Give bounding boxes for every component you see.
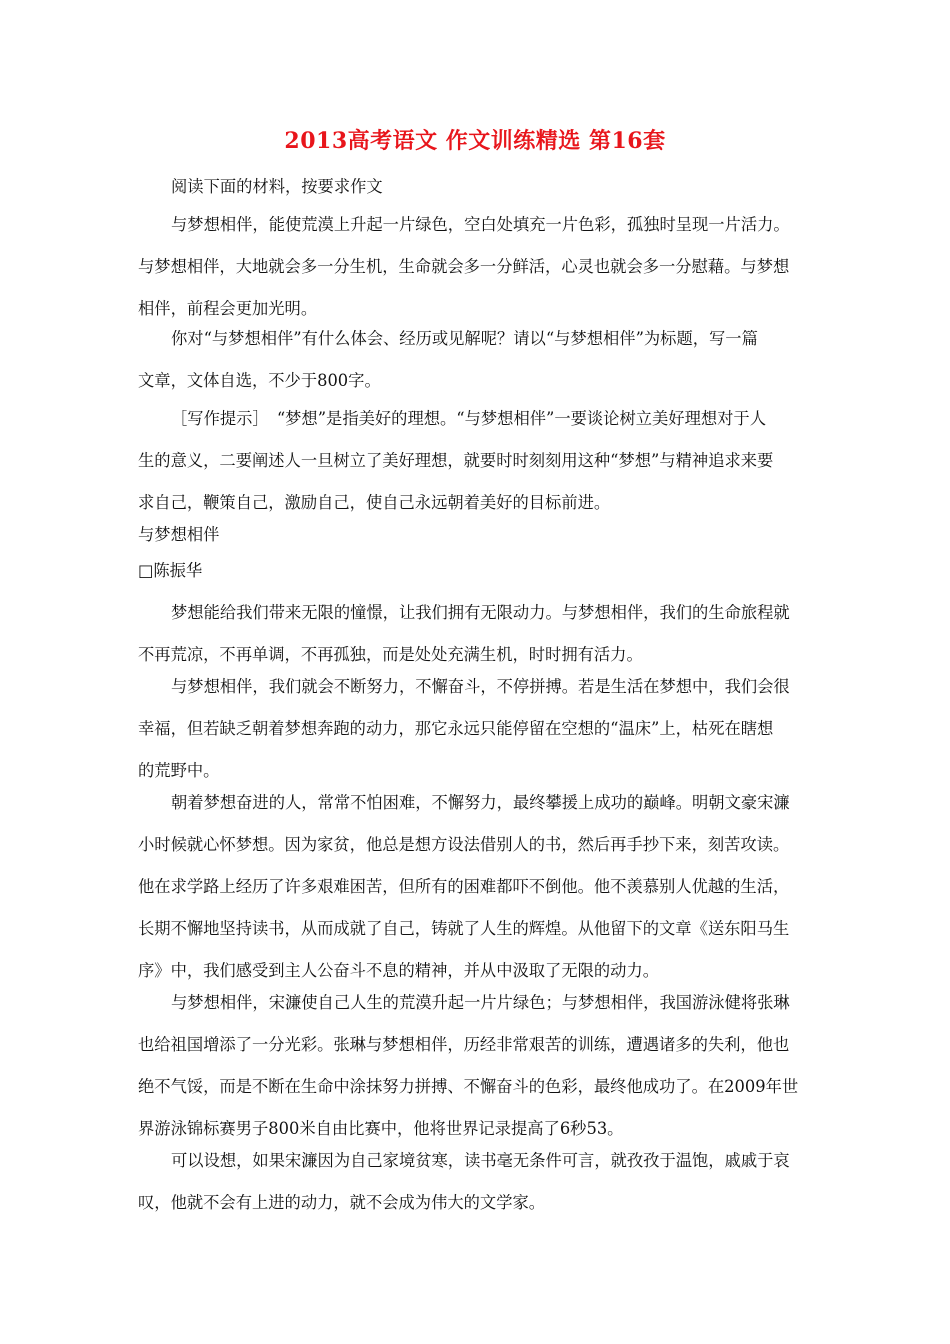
text-line: 与梦想相伴，我们就会不断努力，不懈奋斗，不停拼搏。若是生活在梦想中，我们会很 [171,677,790,696]
essay-title: 与梦想相伴 [138,525,220,544]
writing-hint [138,398,814,524]
essay-paragraph [138,592,814,676]
document-title: 2013高考语文 作文训练精选 第16套 [284,128,666,154]
essay-paragraph [138,782,814,992]
text-line: 你对“与梦想相伴”有什么体会、经历或见解呢？请以“与梦想相伴”为标题，写一篇 [171,329,758,348]
prompt-material [138,204,814,330]
prompt-task [138,318,814,402]
essay-author: □陈振华 [138,561,203,580]
text-line: 朝着梦想奋进的人，常常不怕困难，不懈努力，最终攀援上成功的巅峰。明朝文豪宋濂 [171,793,790,812]
essay-paragraph [138,1140,814,1224]
text-line: 相伴，前程会更加光明。 [138,299,318,318]
text-line: 幸福，但若缺乏朝着梦想奔跑的动力，那它永远只能停留在空想的“温床”上，枯死在瞎想 [138,719,774,738]
text-line: ［写作提示］ “梦想”是指美好的理想。“与梦想相伴”一要谈论树立美好理想对于人 [171,409,766,428]
text-line: 与梦想相伴，能使荒漠上升起一片绿色，空白处填充一片色彩，孤独时呈现一片活力。 [171,215,790,234]
essay-paragraph [138,666,814,792]
text-line: 绝不气馁，而是不断在生命中涂抹努力拼搏、不懈奋斗的色彩，最终他成功了。在2009年世 [138,1077,799,1096]
essay-author-block [138,550,814,592]
prompt-instruction-block [138,166,814,208]
text-line: 也给祖国增添了一分光彩。张琳与梦想相伴，历经非常艰苦的训练，遭遇诸多的失利，他也 [138,1035,790,1054]
text-line: 梦想能给我们带来无限的憧憬，让我们拥有无限动力。与梦想相伴，我们的生命旅程就 [171,603,790,622]
text-line: 文章，文体自选，不少于800字。 [138,371,381,390]
text-line: 界游泳锦标赛男子800米自由比赛中，他将世界记录提高了6秒53。 [138,1119,624,1138]
text-line: 生的意义，二要阐述人一旦树立了美好理想，就要时时刻刻用这种“梦想”与精神追求来要 [138,451,774,470]
text-line: 不再荒凉，不再单调，不再孤独，而是处处充满生机，时时拥有活力。 [138,645,643,664]
text-line: 与梦想相伴，大地就会多一分生机，生命就会多一分鲜活，心灵也就会多一分慰藉。与梦想 [138,257,790,276]
text-line: 长期不懈地坚持读书，从而成就了自己，铸就了人生的辉煌。从他留下的文章《送东阳马生 [138,919,790,938]
text-line: 序》中，我们感受到主人公奋斗不息的精神，并从中汲取了无限的动力。 [138,961,660,980]
text-line: 求自己，鞭策自己，激励自己，使自己永远朝着美好的目标前进。 [138,493,611,512]
text-line: 他在求学路上经历了许多艰难困苦，但所有的困难都吓不倒他。他不羡慕别人优越的生活， [138,877,790,896]
text-line: 小时候就心怀梦想。因为家贫，他总是想方设法借别人的书，然后再手抄下来，刻苦攻读。 [138,835,790,854]
prompt-instruction: 阅读下面的材料，按要求作文 [171,177,383,196]
text-line: 叹，他就不会有上进的动力，就不会成为伟大的文学家。 [138,1193,546,1212]
text-line: 与梦想相伴，宋濂使自己人生的荒漠升起一片片绿色；与梦想相伴，我国游泳健将张琳 [171,993,790,1012]
text-line: 可以设想，如果宋濂因为自己家境贫寒，读书毫无条件可言，就孜孜于温饱，戚戚于哀 [171,1151,790,1170]
essay-paragraph [138,982,814,1150]
text-line: 的荒野中。 [138,761,220,780]
